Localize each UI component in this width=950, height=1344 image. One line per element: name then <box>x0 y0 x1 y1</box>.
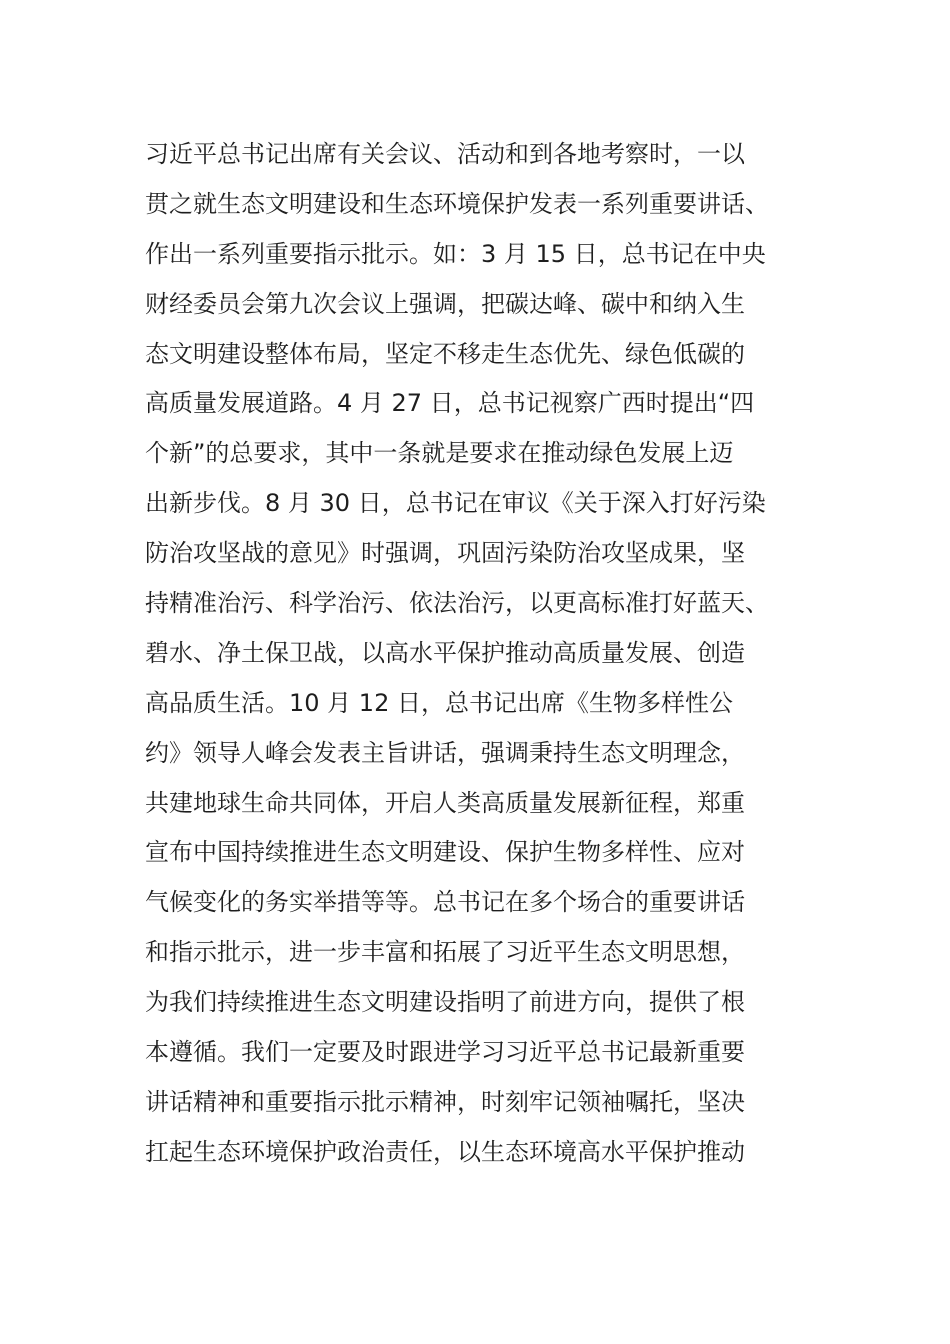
text-line: 高质量发展道路。4 月 27 日，总书记视察广西时提出“四 <box>145 389 755 418</box>
text-line: 气候变化的务实举措等等。总书记在多个场合的重要讲话 <box>145 888 745 917</box>
text-line: 个新”的总要求，其中一条就是要求在推动绿色发展上迈 <box>145 439 734 468</box>
text-line: 共建地球生命共同体，开启人类高质量发展新征程，郑重 <box>145 788 745 817</box>
text-line: 本遵循。我们一定要及时跟进学习习近平总书记最新重要 <box>145 1038 745 1067</box>
text-line: 出新步伐。8 月 30 日，总书记在审议《关于深入打好污染 <box>145 489 766 518</box>
text-line: 为我们持续推进生态文明建设指明了前进方向，提供了根 <box>145 988 745 1017</box>
text-line: 贯之就生态文明建设和生态环境保护发表一系列重要讲话、 <box>145 189 769 218</box>
text-line: 习近平总书记出席有关会议、活动和到各地考察时，一以 <box>145 140 745 168</box>
text-line: 扛起生态环境保护政治责任，以生态环境高水平保护推动 <box>145 1137 745 1166</box>
text-line: 财经委员会第九次会议上强调，把碳达峰、碳中和纳入生 <box>145 289 745 318</box>
body-paragraph <box>145 130 805 1178</box>
text-line: 约》领导人峰会发表主旨讲话，强调秉持生态文明理念， <box>145 738 745 767</box>
text-line: 防治攻坚战的意见》时强调，巩固污染防治攻坚成果，坚 <box>145 539 745 568</box>
text-line: 持精准治污、科学治污、依法治污，以更高标准打好蓝天、 <box>145 589 769 618</box>
text-line: 作出一系列重要指示批示。如：3 月 15 日，总书记在中央 <box>145 239 766 268</box>
text-line: 态文明建设整体布局，坚定不移走生态优先、绿色低碳的 <box>145 339 745 368</box>
text-line: 宣布中国持续推进生态文明建设、保护生物多样性、应对 <box>145 838 745 867</box>
text-line: 高品质生活。10 月 12 日，总书记出席《生物多样性公 <box>145 688 733 717</box>
text-line: 讲话精神和重要指示批示精神，时刻牢记领袖嘱托，坚决 <box>145 1087 745 1116</box>
text-line: 和指示批示，进一步丰富和拓展了习近平生态文明思想， <box>145 938 745 967</box>
text-line: 碧水、净土保卫战，以高水平保护推动高质量发展、创造 <box>145 638 745 667</box>
